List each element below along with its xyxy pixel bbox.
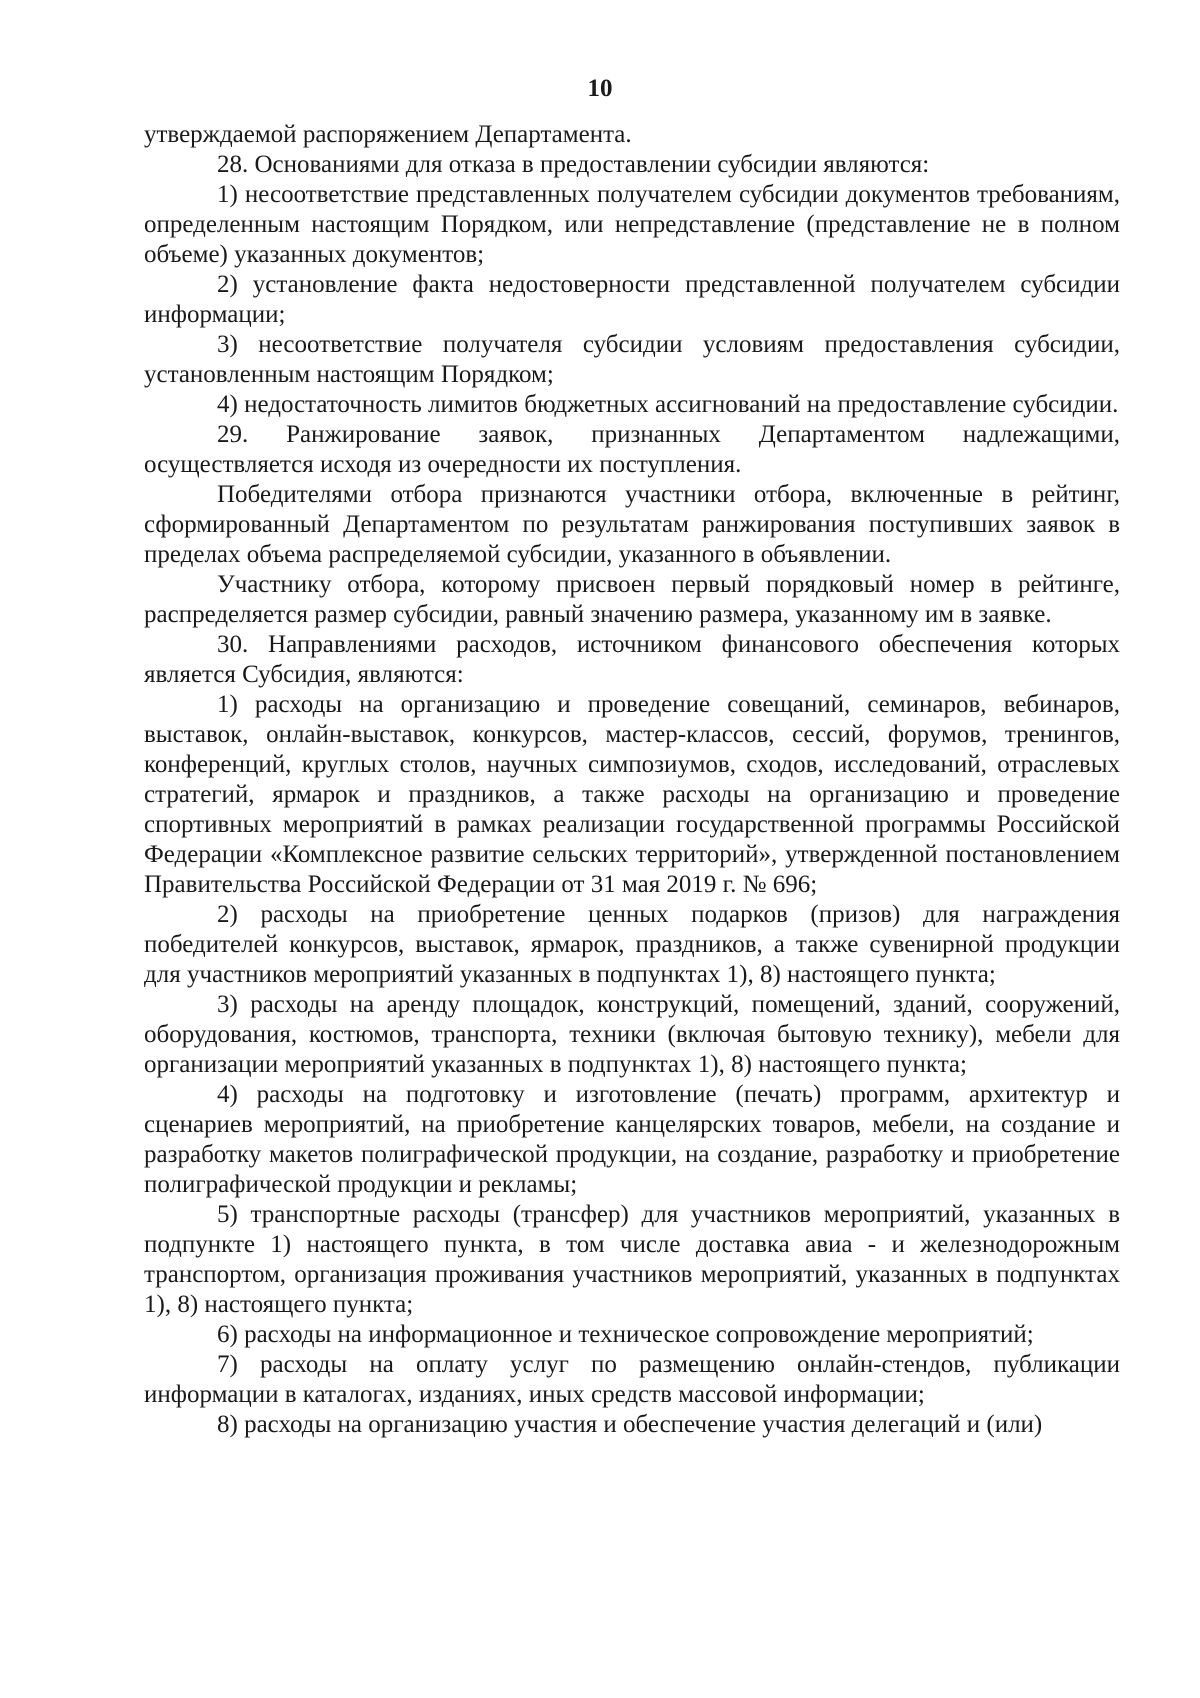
paragraph-clause-28-item-3: 3) несоответствие получателя субсидии условиям предоставления субсидии, установленным настоящим Порядком; (144, 331, 1120, 388)
paragraph-clause-30-item-5: 5) транспортные расходы (трансфер) для участников мероприятий, указанных в подпункте 1) настоящего пункта, в том числе доставка авиа - и железнодорожным транспортом, организация проживания участников мероприятий, указанных в подпунктах 1), 8) настоящего пункта; (144, 1201, 1120, 1318)
document-body (144, 120, 1120, 1440)
paragraph-clause-28-item-2: 2) установление факта недостоверности представленной получателем субсидии информации; (144, 271, 1120, 328)
paragraph-clause-30-item-2: 2) расходы на приобретение ценных подарков (призов) для награждения победителей конкурсов, выставок, ярмарок, праздников, а также сувенирной продукции для участников мероприятий указанных в подпунктах 1), 8) настоящего пункта; (144, 901, 1120, 988)
paragraph-clause-28: 28. Основаниями для отказа в предоставлении субсидии являются: (217, 151, 930, 178)
paragraph-continuation: утверждаемой распоряжением Департамента. (144, 121, 632, 148)
paragraph-clause-30-item-3: 3) расходы на аренду площадок, конструкций, помещений, зданий, сооружений, оборудования, костюмов, транспорта, техники (включая бытовую технику), мебели для организации мероприятий указанных в подпунктах 1), 8) настоящего пункта; (144, 991, 1120, 1078)
paragraph-first-rank: Участнику отбора, которому присвоен первый порядковый номер в рейтинге, распределяется размер субсидии, равный значению размера, указанному им в заявке. (144, 571, 1120, 628)
paragraph-clause-30-item-7: 7) расходы на оплату услуг по размещению онлайн-стендов, публикации информации в каталогах, изданиях, иных средств массовой информации; (144, 1351, 1120, 1408)
paragraph-clause-30-item-1: 1) расходы на организацию и проведение совещаний, семинаров, вебинаров, выставок, онлайн-выставок, конкурсов, мастер-классов, сессий, форумов, тренингов, конференций, круглых столов, научных симпозиумов, сходов, исследований, отраслевых стратегий, ярмарок и праздников, а также расходы на организацию и проведение спортивных мероприятий в рамках реализации государственной программы Российской Федерации «Комплексное развитие сельских территорий», утвержденной постановлением Правительства Российской Федерации от 31 мая 2019 г. № 696; (144, 691, 1120, 898)
paragraph-clause-29: 29. Ранжирование заявок, признанных Департаментом надлежащими, осуществляется исходя из очередности их поступления. (144, 421, 1120, 478)
paragraph-clause-30-item-6: 6) расходы на информационное и техническое сопровождение мероприятий; (217, 1321, 1034, 1348)
paragraph-clause-30-item-4: 4) расходы на подготовку и изготовление (печать) программ, архитектур и сценариев мероприятий, на приобретение канцелярских товаров, мебели, на создание и разработку макетов полиграфической продукции, на создание, разработку и приобретение полиграфической продукции и рекламы; (144, 1081, 1120, 1198)
paragraph-clause-30-item-8: 8) расходы на организацию участия и обеспечение участия делегаций и (или) (217, 1411, 1043, 1438)
paragraph-clause-28-item-1: 1) несоответствие представленных получателем субсидии документов требованиям, определенным настоящим Порядком, или непредставление (представление не в полном объеме) указанных документов; (144, 181, 1120, 268)
paragraph-clause-28-item-4: 4) недостаточность лимитов бюджетных ассигнований на предоставление субсидии. (217, 391, 1119, 418)
paragraph-clause-30: 30. Направлениями расходов, источником финансового обеспечения которых является Субсидия, являются: (144, 631, 1120, 688)
paragraph-winners: Победителями отбора признаются участники отбора, включенные в рейтинг, сформированный Департаментом по результатам ранжирования поступивших заявок в пределах объема распределяемой субсидии, указанного в объявлении. (144, 481, 1120, 568)
page-number: 10 (587, 75, 613, 102)
